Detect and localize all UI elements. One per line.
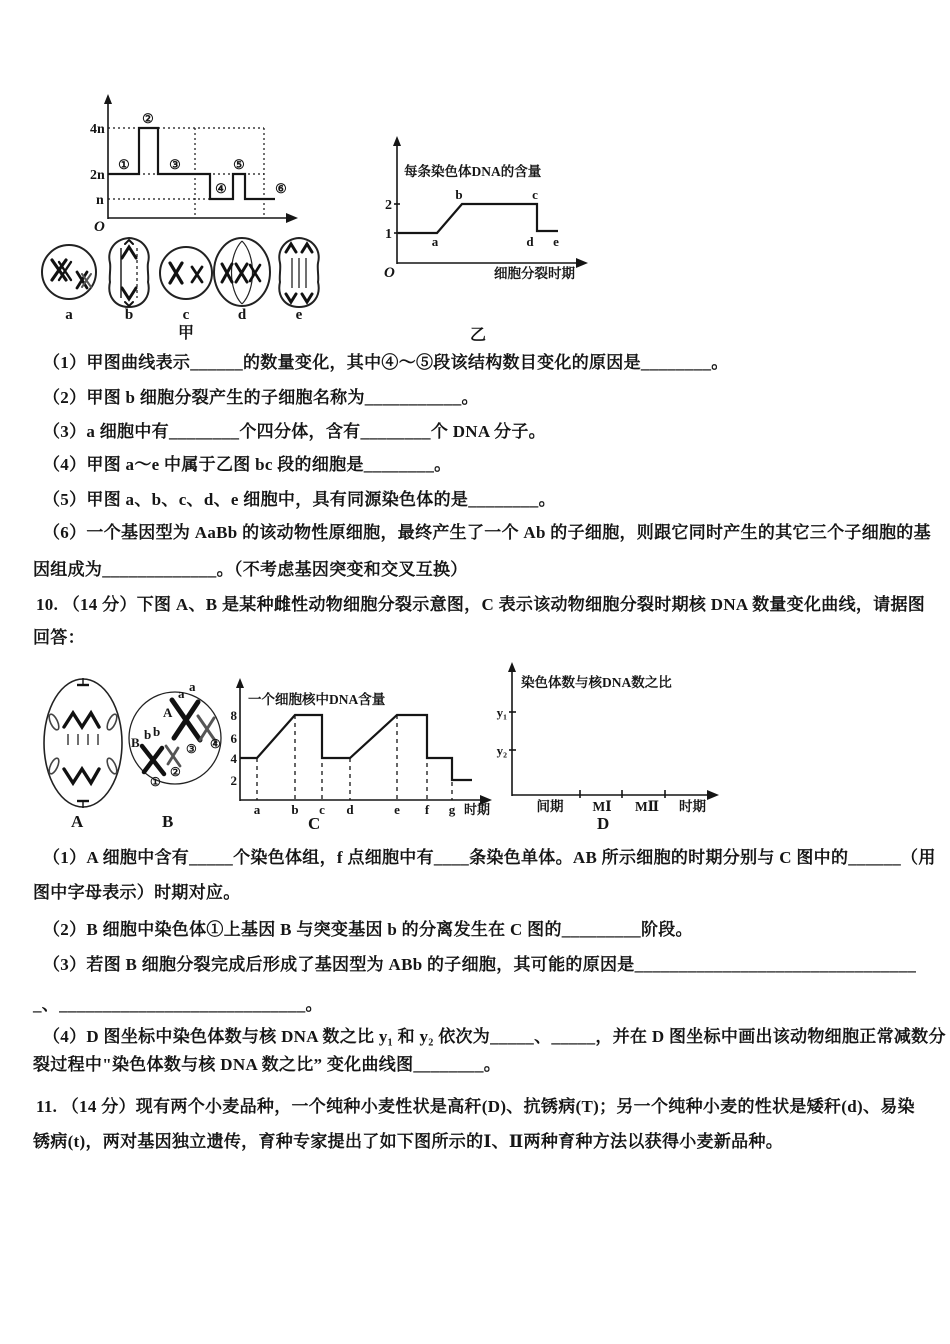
c-tick-4: 4 (230, 751, 237, 766)
c-point-g: g (448, 802, 456, 817)
q11-stem-line-1: 11. （14 分）现有两个小麦品种，一个纯种小麦性状是高秆(D)、抗锈病(T)；另一个纯种小麦的性状是矮秆(d)、易染 (36, 1097, 915, 1116)
chart-C-x-label: 时期 (464, 802, 491, 817)
c-tick-8: 8 (230, 708, 237, 723)
yi-title: 每条染色体DNA的含量 (404, 164, 542, 179)
phase-4-label: ④ (215, 181, 227, 196)
yi-point-d: d (526, 234, 534, 249)
yi-curve (398, 204, 558, 233)
c-point-c: c (319, 802, 325, 817)
q9-part-2: （2）甲图 b 细胞分裂产生的子细胞名称为___________。 (43, 388, 479, 407)
q10-part-3-line-2: _、____________________________。 (33, 995, 323, 1014)
c-point-b: b (291, 802, 299, 817)
cell-c-label: c (182, 307, 190, 323)
chrom-mark-4: ④ (210, 737, 221, 751)
q10-stem-line-1: 10. （14 分）下图 A、B 是某种雌性动物细胞分裂示意图，C 表示该动物细胞分裂时期核 DNA 数量变化曲线，请据图 (36, 595, 926, 614)
cell-c-diagram (160, 247, 212, 299)
x-axis-arrow (286, 213, 298, 223)
chrom-mark-2: ② (170, 765, 181, 779)
q9-part-6-line-1: （6）一个基因型为 AaBb 的该动物性原细胞，最终产生了一个 Ab 的子细胞，则跟它同时产生的其它三个子细胞的基 (43, 523, 931, 542)
q9-part-3: （3）a 细胞中有________个四分体，含有________个 DNA 分子。 (43, 422, 546, 441)
cell-b-label: b (124, 307, 134, 323)
phase-3-label: ③ (169, 157, 181, 172)
phase-6-label: ⑥ (275, 181, 287, 196)
q10-part-4-line-1: （4）D 图坐标中染色体数与核 DNA 数之比 y₁ 和 y₂ 依次为_____、_____，并在 D 图坐标中画出该动物细胞正常减数分 (43, 1027, 946, 1046)
cell-A-chromosomes (47, 678, 119, 808)
cell-d-diagram (214, 238, 270, 306)
y-axis-arrow (508, 662, 516, 672)
d-tick-y1: y₁ (496, 705, 507, 720)
y-tick-n: n (96, 193, 104, 208)
chart-C-curve (240, 715, 472, 780)
q10-part-1-line-1: （1）A 细胞中含有_____个染色体组，f 点细胞中有____条染色单体。AB 所示细胞的时期分别与 C 图中的______（用 (43, 848, 936, 867)
q10-part-2: （2）B 细胞中染色体①上基因 B 与突变基因 b 的分离发生在 C 图的_________阶段。 (43, 920, 693, 939)
phase-1-label: ① (118, 157, 130, 172)
y-axis-arrow (104, 94, 112, 104)
c-point-f: f (424, 802, 430, 817)
phase-2-label: ② (142, 111, 154, 126)
q9-part-4: （4）甲图 a～e 中属于乙图 bc 段的细胞是________。 (43, 455, 452, 474)
jia-curve (108, 128, 275, 199)
cell-e-label: e (295, 307, 303, 323)
gene-label-b2: b (153, 724, 161, 739)
figure-cell-A (38, 670, 130, 816)
figure-chart-D (497, 660, 732, 816)
c-point-d: d (346, 802, 354, 817)
chart-D-title: 染色体数与核DNA数之比 (521, 675, 672, 690)
origin-label: O (94, 219, 105, 235)
q9-part-6-line-2: 因组成为_____________。（不考虑基因突变和交叉互换） (33, 560, 468, 579)
cell-d-label: d (237, 307, 247, 323)
chart-D-caption: D (597, 814, 610, 833)
yi-tick-2: 2 (385, 198, 392, 213)
phase-5-label: ⑤ (233, 157, 245, 172)
figure-chart-C (232, 678, 500, 820)
figure-jia-cells (36, 230, 328, 325)
cell-B-caption: B (162, 812, 174, 831)
d-label-m1: MⅠ (592, 799, 612, 814)
yi-point-e: e (553, 234, 559, 249)
yi-point-a: a (431, 234, 439, 249)
cell-b-diagram (109, 238, 148, 307)
chrom-mark-1: ① (150, 775, 161, 789)
chart-C-caption: C (308, 814, 321, 833)
gene-label-a2: a (189, 679, 196, 694)
jia-axes (104, 94, 298, 223)
q11-stem-line-2: 锈病(t)，两对基因独立遗传，育种专家提出了如下图所示的Ⅰ、Ⅱ两种育种方法以获得小麦新品种。 (33, 1132, 784, 1151)
cell-a-label: a (65, 307, 73, 323)
c-point-e: e (394, 802, 400, 817)
cell-A-caption: A (71, 812, 84, 831)
chrom-mark-3: ③ (186, 742, 197, 756)
x-axis-arrow (707, 790, 719, 800)
origin-label: O (384, 265, 395, 281)
gene-label-b1: b (144, 727, 152, 742)
y-tick-2n: 2n (90, 168, 105, 183)
yi-point-b: b (455, 187, 463, 202)
q10-part-3-line-1: （3）若图 B 细胞分裂完成后形成了基因型为 ABb 的子细胞，其可能的原因是________________________________ (43, 955, 917, 974)
x-axis-arrow (576, 258, 588, 268)
yi-tick-1: 1 (385, 227, 392, 242)
y-axis-arrow (393, 136, 401, 146)
figure-yi-caption: 乙 (470, 327, 487, 344)
yi-point-c: c (532, 187, 538, 202)
d-tick-y2: y₂ (496, 743, 507, 758)
q9-part-5: （5）甲图 a、b、c、d、e 细胞中，具有同源染色体的是________。 (43, 490, 556, 509)
y-axis-arrow (236, 678, 244, 688)
cell-a-diagram (42, 245, 96, 299)
yi-x-label: 细胞分裂时期 (494, 266, 575, 281)
c-tick-6: 6 (230, 731, 237, 746)
figure-jia-chart (88, 92, 303, 234)
d-label-m2: MⅡ (634, 799, 660, 814)
figure-cell-B (122, 678, 228, 796)
q10-stem-line-2: 回答： (33, 628, 85, 647)
gene-label-a1: a (178, 686, 185, 701)
chart-C-guides (257, 715, 452, 800)
c-tick-2: 2 (230, 773, 237, 788)
figure-jia-caption: 甲 (178, 325, 195, 342)
q10-part-1-line-2: 图中字母表示）时期对应。 (33, 883, 241, 902)
y-tick-4n: 4n (90, 122, 105, 137)
figure-yi-chart (382, 136, 602, 288)
c-point-a: a (253, 802, 261, 817)
chart-C-title: 一个细胞核中DNA含量 (248, 692, 386, 707)
q10-part-4-line-2: 裂过程中"染色体数与核 DNA 数之比” 变化曲线图________。 (33, 1055, 502, 1074)
gene-label-A: A (163, 705, 173, 720)
chart-D-x-label: 时期 (679, 799, 706, 814)
q9-part-1: （1）甲图曲线表示______的数量变化，其中④～⑤段该结构数目变化的原因是________。 (43, 353, 729, 372)
cell-e-diagram (279, 238, 318, 307)
d-label-interphase: 间期 (536, 799, 564, 814)
gene-label-B: B (131, 735, 140, 750)
